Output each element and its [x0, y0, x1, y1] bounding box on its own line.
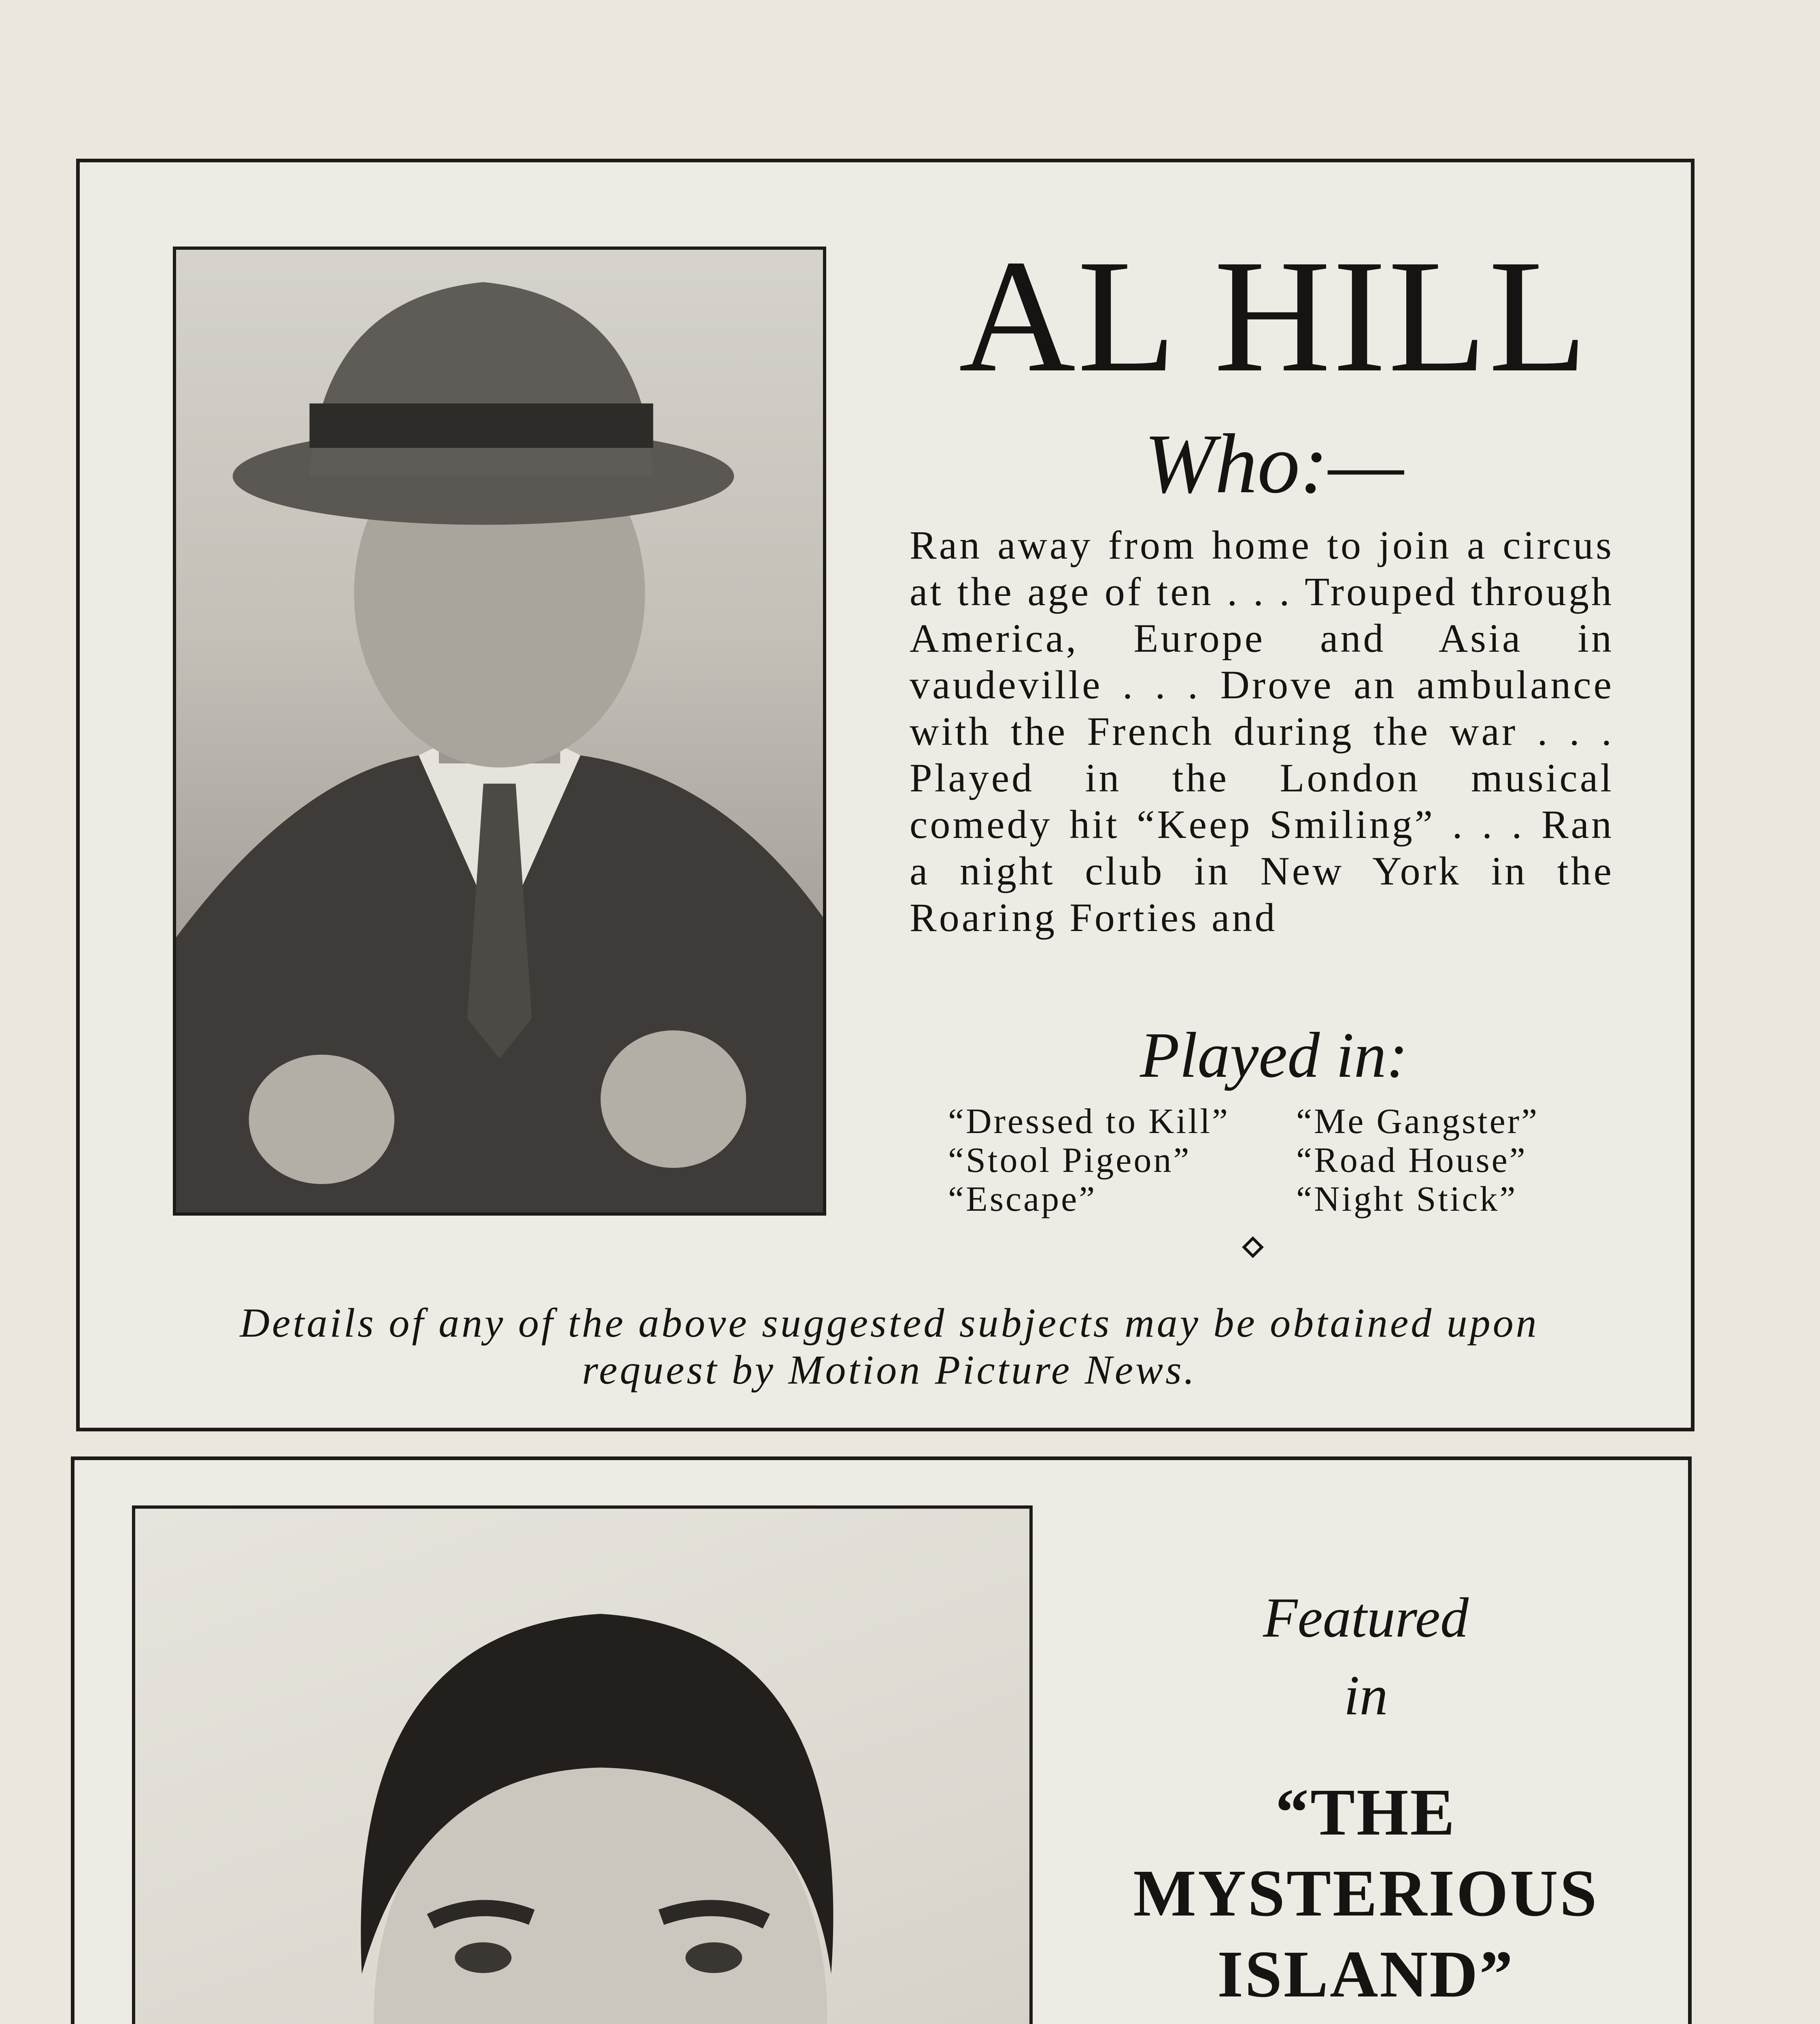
played-in-heading: Played in:: [1140, 1019, 1408, 1091]
al-hill-portrait-photo: [173, 247, 826, 1216]
details-footnote: Details of any of the above suggested subjects may be obtained upon request by Motion Picture News.: [240, 1300, 1539, 1393]
film-title: “Stool Pigeon”: [948, 1141, 1191, 1180]
portrait-photo-icon: [135, 1509, 1029, 2024]
al-hill-ad-panel: [76, 159, 1695, 1431]
featured-label: Featured: [1263, 1586, 1469, 1649]
lloyd-hughes-ad-panel: [71, 1456, 1692, 2024]
lloyd-hughes-portrait-photo: [132, 1505, 1033, 2024]
biography-text: Ran away from home to join a circus at the age of ten . . . Trouped through America, Europe and Asia in vaudeville . . . Drove an ambulance with the French during the war . . . Played in the London musical comedy hit “Keep Smiling” . . . Ran a night club in New York in the Roaring Forties and: [910, 523, 1614, 940]
film-title: “Dressed to Kill”: [948, 1102, 1230, 1141]
film-title: “Road House”: [1296, 1141, 1527, 1180]
portrait-photo-icon: [176, 250, 823, 1212]
film-title: “Me Gangster”: [1296, 1102, 1539, 1141]
in-label: in: [1344, 1664, 1388, 1727]
film-list: [948, 1102, 1596, 1219]
film-title: “Escape”: [948, 1180, 1097, 1219]
who-subheading: Who:—: [1144, 417, 1404, 511]
film-title: “Night Stick”: [1296, 1180, 1518, 1219]
diamond-ornament-icon: [1241, 1235, 1265, 1259]
film-title-heading: “THE MYSTERIOUS ISLAND”: [1133, 1775, 1599, 2011]
actor-name-heading: AL HILL: [959, 226, 1589, 406]
